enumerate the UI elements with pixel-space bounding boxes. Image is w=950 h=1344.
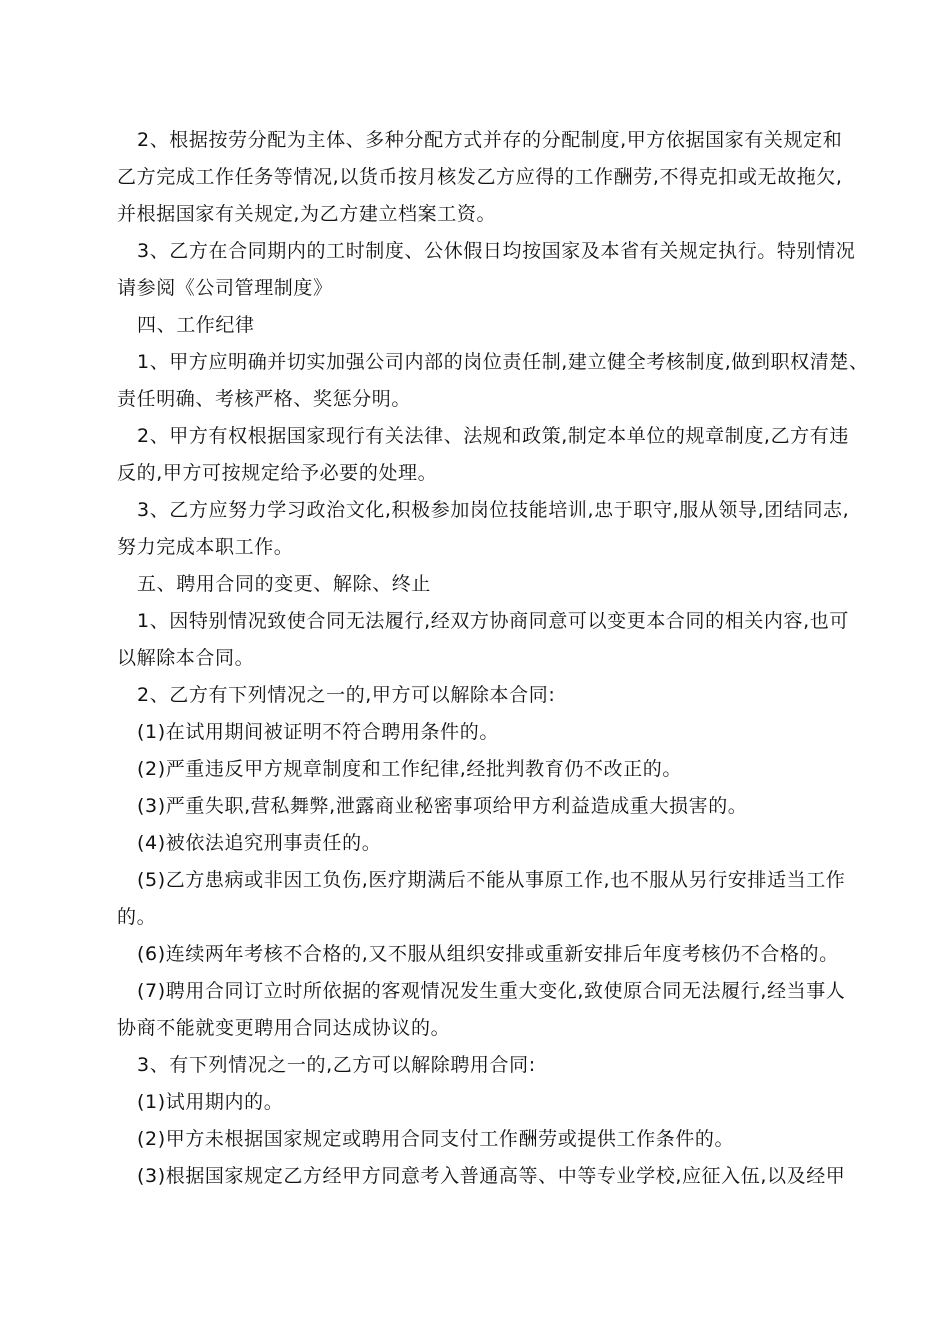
text-line: 3、乙方应努力学习政治文化,积极参加岗位技能培训,忠于职守,服从领导,团结同志, (137, 499, 850, 521)
list-item: (3)严重失职,营私舞弊,泄露商业秘密事项给甲方利益造成重大损害的。 (137, 795, 748, 817)
text-line: 的。 (117, 906, 157, 928)
text-line: 1、甲方应明确并切实加强公司内部的岗位责任制,建立健全考核制度,做到职权清楚、 (137, 351, 869, 373)
text-line: 协商不能就变更聘用合同达成协议的。 (117, 1017, 451, 1039)
text-line: 3、乙方在合同期内的工时制度、公休假日均按国家及本省有关规定执行。特别情况 (137, 240, 856, 262)
text-line: 2、乙方有下列情况之一的,甲方可以解除本合同: (137, 684, 556, 706)
list-item: (3)根据国家规定乙方经甲方同意考入普通高等、中等专业学校,应征入伍,以及经甲 (137, 1165, 846, 1187)
text-line: 以解除本合同。 (117, 647, 255, 669)
list-item: (7)聘用合同订立时所依据的客观情况发生重大变化,致使原合同无法履行,经当事人 (137, 980, 846, 1002)
text-line: 3、有下列情况之一的,乙方可以解除聘用合同: (137, 1054, 536, 1076)
text-line: 责任明确、考核严格、奖惩分明。 (117, 388, 412, 410)
section-heading: 五、聘用合同的变更、解除、终止 (137, 573, 432, 595)
text-line: 反的,甲方可按规定给予必要的处理。 (117, 462, 438, 484)
text-line: 2、根据按劳分配为主体、多种分配方式并存的分配制度,甲方依据国家有关规定和 (137, 129, 843, 151)
text-line: 努力完成本职工作。 (117, 536, 294, 558)
text-line: 2、甲方有权根据国家现行有关法律、法规和政策,制定本单位的规章制度,乙方有违 (137, 425, 849, 447)
section-heading: 四、工作纪律 (137, 314, 255, 336)
list-item: (2)严重违反甲方规章制度和工作纪律,经批判教育仍不改正的。 (137, 758, 682, 780)
list-item: (2)甲方未根据国家规定或聘用合同支付工作酬劳或提供工作条件的。 (137, 1128, 735, 1150)
text-line: 1、因特别情况致使合同无法履行,经双方协商同意可以变更本合同的相关内容,也可 (137, 610, 849, 632)
list-item: (6)连续两年考核不合格的,又不服从组织安排或重新安排后年度考核仍不合格的。 (137, 943, 839, 965)
list-item: (1)在试用期间被证明不符合聘用条件的。 (137, 721, 499, 743)
document-body (117, 122, 869, 1195)
text-line: 乙方完成工作任务等情况,以货币按月核发乙方应得的工作酬劳,不得克扣或无故拖欠, (117, 166, 843, 188)
text-line: 并根据国家有关规定,为乙方建立档案工资。 (117, 203, 497, 225)
list-item: (4)被依法追究刑事责任的。 (137, 832, 382, 854)
list-item: (1)试用期内的。 (137, 1091, 284, 1113)
list-item: (5)乙方患病或非因工负伤,医疗期满后不能从事原工作,也不服从另行安排适当工作 (137, 869, 846, 891)
text-line: 请参阅《公司管理制度》 (117, 277, 333, 299)
